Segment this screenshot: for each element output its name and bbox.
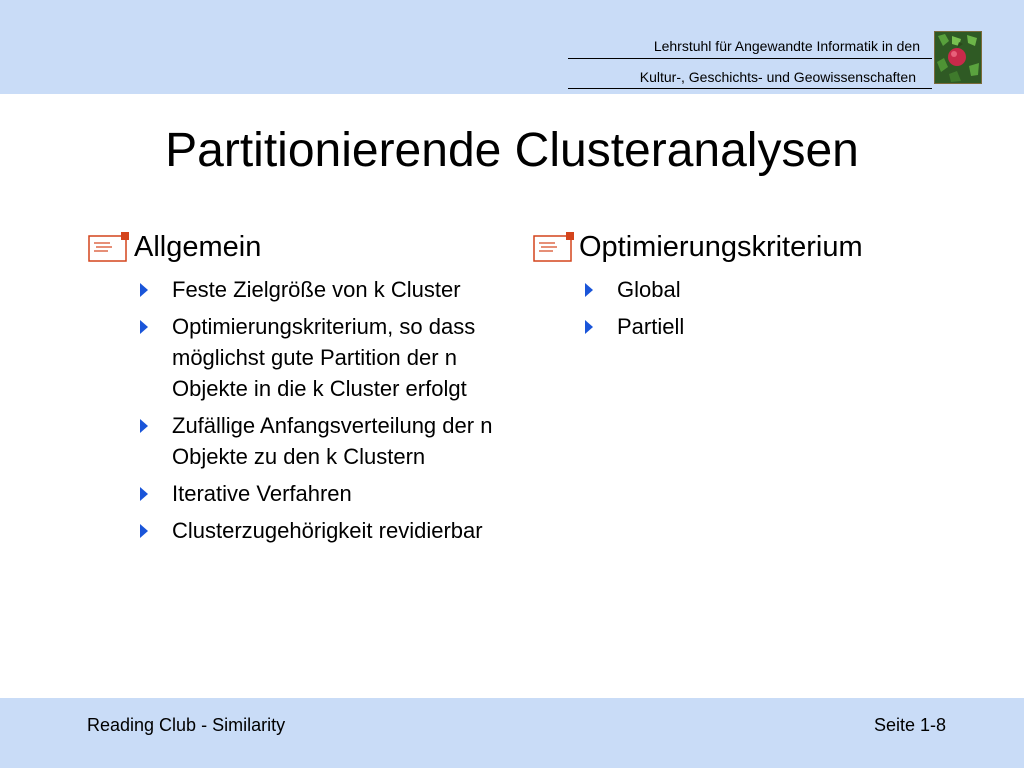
chair-logo-icon [934, 31, 982, 84]
institution-line-1: Lehrstuhl für Angewandte Informatik in den [653, 38, 920, 54]
note-bullet-icon [533, 231, 575, 265]
allgemein-list [138, 274, 508, 546]
footer-presentation-title: Reading Club - Similarity [87, 715, 286, 735]
note-bullet-icon [88, 231, 130, 265]
bullet-triangle-icon [585, 283, 593, 297]
bullet-triangle-icon [140, 524, 148, 538]
bullet-triangle-icon [585, 320, 593, 334]
header-divider-1 [568, 58, 932, 59]
slide-title: Partitionierende Clusteranalysen [165, 124, 859, 177]
footer-page-number: Seite 1-8 [873, 715, 946, 735]
list-item: Zufällige Anfangsverteilung der n Objekte zu den k Clustern [138, 410, 508, 472]
list-item: Partiell [583, 311, 973, 342]
list-item: Iterative Verfahren [138, 478, 508, 509]
heading-label: Optimierungskriterium [579, 231, 863, 263]
list-item: Optimierungskriterium, so dass möglichst gute Partition der n Objekte in die k Cluster erfolgt [138, 311, 508, 404]
heading-label: Allgemein [134, 231, 262, 263]
institution-line-2: Kultur-, Geschichts- und Geowissenschaften [639, 69, 916, 85]
list-item: Global [583, 274, 973, 305]
heading-allgemein [88, 226, 508, 268]
bullet-triangle-icon [140, 419, 148, 433]
header-divider-2 [568, 88, 932, 89]
bullet-triangle-icon [140, 320, 148, 334]
heading-optimierungskriterium [533, 226, 973, 268]
column-allgemein [88, 226, 508, 552]
bullet-triangle-icon [140, 283, 148, 297]
optimierungskriterium-list [583, 274, 973, 342]
bullet-triangle-icon [140, 487, 148, 501]
list-item: Feste Zielgröße von k Cluster [138, 274, 508, 305]
list-item: Clusterzugehörigkeit revidierbar [138, 515, 508, 546]
column-optimierungskriterium [533, 226, 973, 348]
